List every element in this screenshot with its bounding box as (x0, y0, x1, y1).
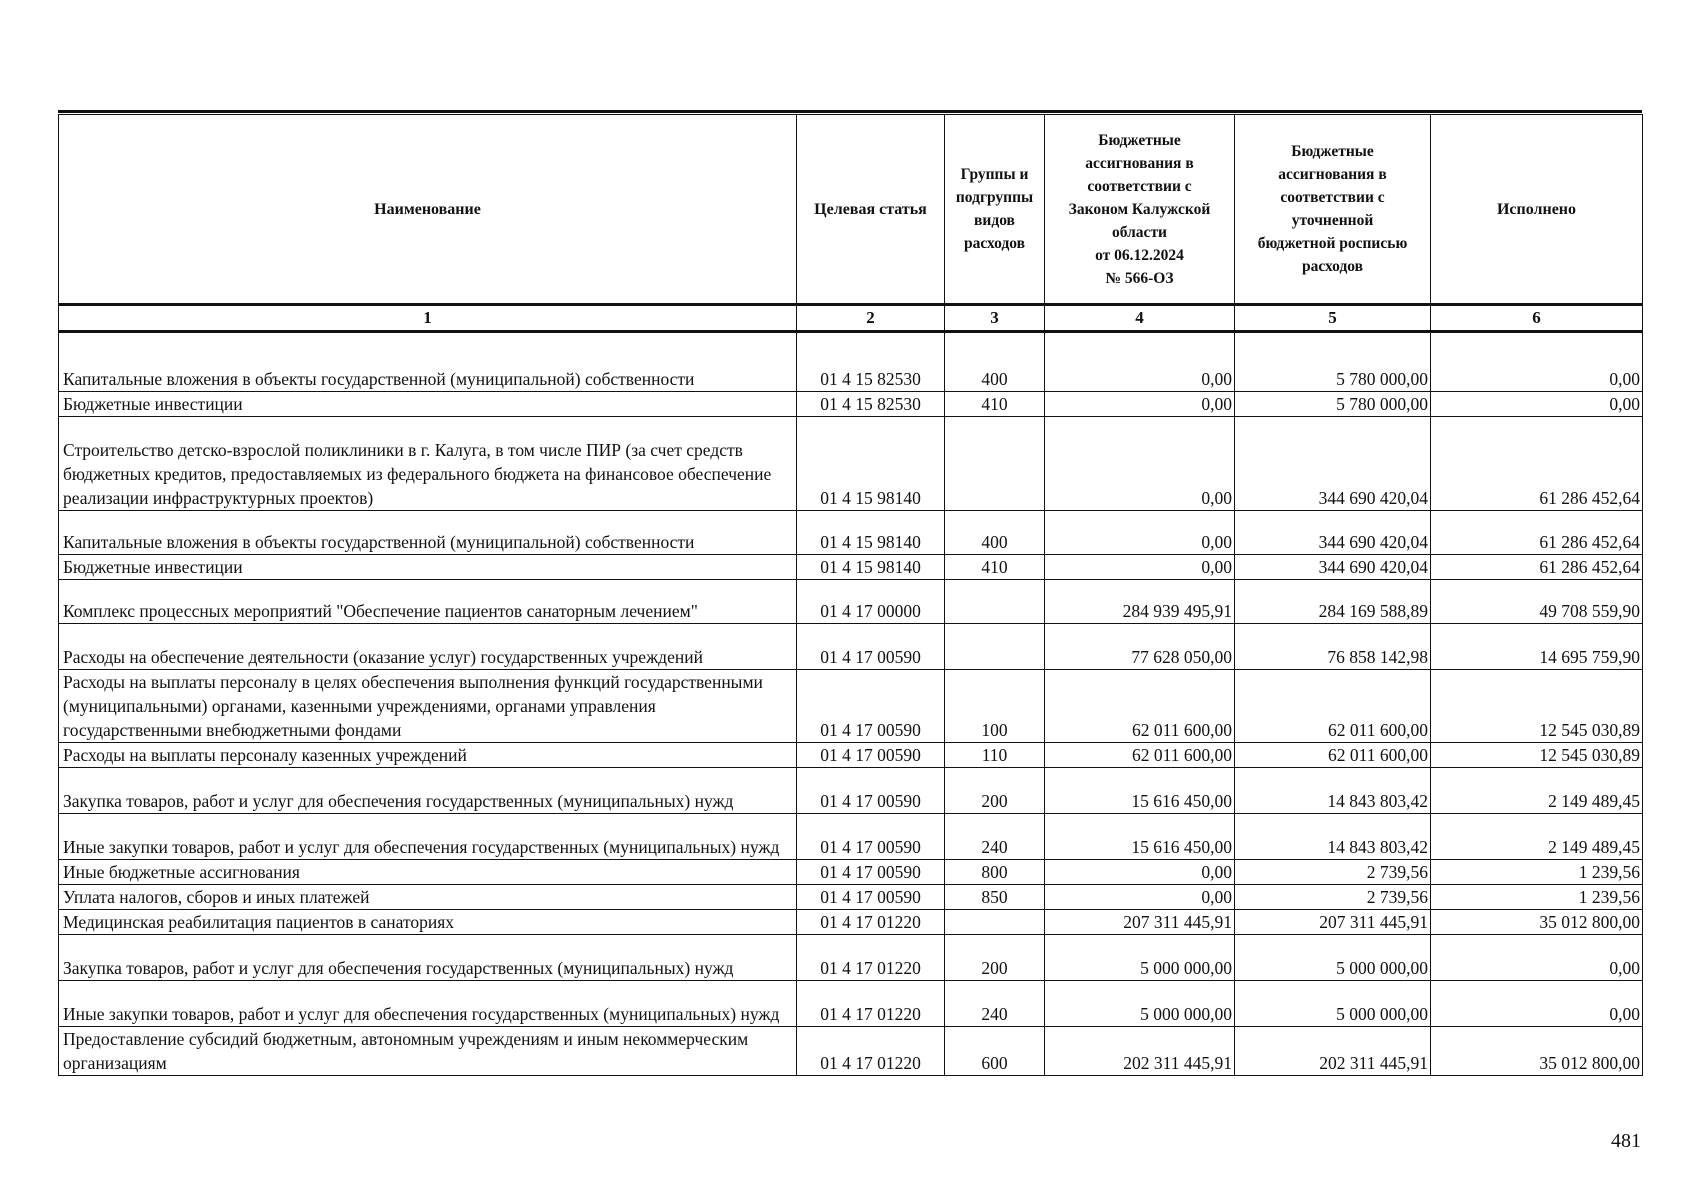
row-target-article: 01 4 15 98140 (797, 416, 945, 510)
row-executed-amount: 0,00 (1431, 980, 1643, 1026)
row-law-amount: 0,00 (1045, 416, 1235, 510)
column-number: 2 (797, 305, 945, 332)
table-top-rule (58, 110, 1642, 113)
row-expense-group: 410 (945, 391, 1045, 416)
row-expense-group (945, 909, 1045, 934)
row-target-article: 01 4 17 00590 (797, 623, 945, 669)
row-target-article: 01 4 17 01220 (797, 980, 945, 1026)
row-target-article: 01 4 17 00590 (797, 813, 945, 859)
row-refined-amount: 76 858 142,98 (1235, 623, 1431, 669)
row-law-amount: 207 311 445,91 (1045, 909, 1235, 934)
row-law-amount: 0,00 (1045, 510, 1235, 554)
row-name: Иные закупки товаров, работ и услуг для обеспечения государственных (муниципальных) нужд (59, 813, 797, 859)
table-row (59, 579, 1643, 623)
table-row (59, 813, 1643, 859)
row-law-amount: 0,00 (1045, 884, 1235, 909)
row-refined-amount: 284 169 588,89 (1235, 579, 1431, 623)
table-header (59, 115, 1643, 332)
row-target-article: 01 4 15 98140 (797, 510, 945, 554)
budget-table-container (58, 114, 1642, 1076)
row-name: Комплекс процессных мероприятий "Обеспечение пациентов санаторным лечением" (59, 579, 797, 623)
table-row (59, 884, 1643, 909)
row-expense-group: 850 (945, 884, 1045, 909)
row-executed-amount: 0,00 (1431, 391, 1643, 416)
row-target-article: 01 4 17 00590 (797, 742, 945, 767)
table-body (59, 332, 1643, 1076)
row-target-article: 01 4 17 00590 (797, 884, 945, 909)
row-expense-group: 240 (945, 813, 1045, 859)
row-law-amount: 5 000 000,00 (1045, 934, 1235, 980)
row-refined-amount: 5 780 000,00 (1235, 391, 1431, 416)
table-row (59, 934, 1643, 980)
row-executed-amount: 0,00 (1431, 934, 1643, 980)
row-name: Предоставление субсидий бюджетным, автономным учреждениям и иным некоммерческим организациям (59, 1026, 797, 1075)
row-target-article: 01 4 15 98140 (797, 554, 945, 579)
table-row (59, 859, 1643, 884)
row-name: Расходы на выплаты персоналу в целях обеспечения выполнения функций государственными (муниципальными) органами, казенными учреждениями, органами управления государственными внебюджетными фондами (59, 669, 797, 742)
row-executed-amount: 61 286 452,64 (1431, 554, 1643, 579)
row-refined-amount: 2 739,56 (1235, 884, 1431, 909)
table-row (59, 742, 1643, 767)
row-name: Капитальные вложения в объекты государственной (муниципальной) собственности (59, 510, 797, 554)
row-refined-amount: 344 690 420,04 (1235, 510, 1431, 554)
table-row (59, 391, 1643, 416)
row-refined-amount: 5 780 000,00 (1235, 347, 1431, 391)
row-law-amount: 284 939 495,91 (1045, 579, 1235, 623)
table-row (59, 510, 1643, 554)
row-name: Уплата налогов, сборов и иных платежей (59, 884, 797, 909)
row-target-article: 01 4 15 82530 (797, 347, 945, 391)
row-name: Закупка товаров, работ и услуг для обеспечения государственных (муниципальных) нужд (59, 767, 797, 813)
row-law-amount: 62 011 600,00 (1045, 742, 1235, 767)
row-executed-amount: 49 708 559,90 (1431, 579, 1643, 623)
row-expense-group: 240 (945, 980, 1045, 1026)
table-row (59, 416, 1643, 510)
row-target-article: 01 4 17 00000 (797, 579, 945, 623)
row-executed-amount: 61 286 452,64 (1431, 416, 1643, 510)
row-expense-group: 400 (945, 510, 1045, 554)
header-name: Наименование (59, 115, 797, 305)
row-executed-amount: 14 695 759,90 (1431, 623, 1643, 669)
row-law-amount: 0,00 (1045, 391, 1235, 416)
column-number: 5 (1235, 305, 1431, 332)
row-target-article: 01 4 17 00590 (797, 669, 945, 742)
table-row (59, 767, 1643, 813)
table-row (59, 347, 1643, 391)
row-target-article: 01 4 17 01220 (797, 909, 945, 934)
column-number: 3 (945, 305, 1045, 332)
table-row (59, 909, 1643, 934)
row-name: Строительство детско-взрослой поликлиники в г. Калуга, в том числе ПИР (за счет средств бюджетных кредитов, предоставляемых из федерального бюджета на финансовое обеспечение реализации инфраструктурных проектов) (59, 416, 797, 510)
row-refined-amount: 14 843 803,42 (1235, 767, 1431, 813)
row-refined-amount: 202 311 445,91 (1235, 1026, 1431, 1075)
row-executed-amount: 35 012 800,00 (1431, 909, 1643, 934)
row-refined-amount: 62 011 600,00 (1235, 669, 1431, 742)
row-executed-amount: 12 545 030,89 (1431, 742, 1643, 767)
row-refined-amount: 2 739,56 (1235, 859, 1431, 884)
table-row (59, 1026, 1643, 1075)
header-target-article: Целевая статья (797, 115, 945, 305)
row-refined-amount: 344 690 420,04 (1235, 554, 1431, 579)
row-expense-group: 410 (945, 554, 1045, 579)
column-number: 4 (1045, 305, 1235, 332)
row-law-amount: 0,00 (1045, 859, 1235, 884)
row-expense-group: 200 (945, 767, 1045, 813)
row-refined-amount: 5 000 000,00 (1235, 980, 1431, 1026)
row-law-amount: 62 011 600,00 (1045, 669, 1235, 742)
header-refined-allocations: Бюджетные ассигнования в соответствии с уточненной бюджетной росписью расходов (1235, 115, 1431, 305)
row-refined-amount: 344 690 420,04 (1235, 416, 1431, 510)
row-executed-amount: 2 149 489,45 (1431, 767, 1643, 813)
row-name: Закупка товаров, работ и услуг для обеспечения государственных (муниципальных) нужд (59, 934, 797, 980)
row-expense-group (945, 623, 1045, 669)
column-number: 6 (1431, 305, 1643, 332)
row-executed-amount: 2 149 489,45 (1431, 813, 1643, 859)
row-name: Расходы на обеспечение деятельности (оказание услуг) государственных учреждений (59, 623, 797, 669)
row-refined-amount: 207 311 445,91 (1235, 909, 1431, 934)
row-law-amount: 0,00 (1045, 347, 1235, 391)
row-executed-amount: 61 286 452,64 (1431, 510, 1643, 554)
row-law-amount: 77 628 050,00 (1045, 623, 1235, 669)
row-executed-amount: 1 239,56 (1431, 884, 1643, 909)
row-target-article: 01 4 17 00590 (797, 767, 945, 813)
row-refined-amount: 14 843 803,42 (1235, 813, 1431, 859)
row-target-article: 01 4 17 00590 (797, 859, 945, 884)
spacer-row (59, 332, 1643, 348)
budget-table (58, 114, 1643, 1076)
table-row (59, 980, 1643, 1026)
row-law-amount: 15 616 450,00 (1045, 813, 1235, 859)
column-number-row (59, 305, 1643, 332)
row-law-amount: 15 616 450,00 (1045, 767, 1235, 813)
table-row (59, 669, 1643, 742)
row-executed-amount: 35 012 800,00 (1431, 1026, 1643, 1075)
header-executed: Исполнено (1431, 115, 1643, 305)
row-expense-group: 600 (945, 1026, 1045, 1075)
table-row (59, 554, 1643, 579)
page-number: 481 (1611, 1130, 1641, 1152)
row-law-amount: 0,00 (1045, 554, 1235, 579)
column-number: 1 (59, 305, 797, 332)
row-expense-group: 100 (945, 669, 1045, 742)
row-target-article: 01 4 17 01220 (797, 1026, 945, 1075)
row-expense-group (945, 416, 1045, 510)
row-expense-group: 200 (945, 934, 1045, 980)
row-expense-group: 400 (945, 347, 1045, 391)
row-expense-group: 800 (945, 859, 1045, 884)
row-name: Расходы на выплаты персоналу казенных учреждений (59, 742, 797, 767)
row-law-amount: 5 000 000,00 (1045, 980, 1235, 1026)
header-expense-groups: Группы и подгруппы видов расходов (945, 115, 1045, 305)
row-name: Медицинская реабилитация пациентов в санаториях (59, 909, 797, 934)
row-name: Капитальные вложения в объекты государственной (муниципальной) собственности (59, 347, 797, 391)
row-executed-amount: 12 545 030,89 (1431, 669, 1643, 742)
row-target-article: 01 4 15 82530 (797, 391, 945, 416)
row-name: Иные закупки товаров, работ и услуг для обеспечения государственных (муниципальных) нужд (59, 980, 797, 1026)
row-expense-group: 110 (945, 742, 1045, 767)
row-refined-amount: 5 000 000,00 (1235, 934, 1431, 980)
row-name: Бюджетные инвестиции (59, 391, 797, 416)
row-name: Бюджетные инвестиции (59, 554, 797, 579)
row-target-article: 01 4 17 01220 (797, 934, 945, 980)
row-refined-amount: 62 011 600,00 (1235, 742, 1431, 767)
table-row (59, 623, 1643, 669)
row-law-amount: 202 311 445,91 (1045, 1026, 1235, 1075)
row-executed-amount: 1 239,56 (1431, 859, 1643, 884)
row-name: Иные бюджетные ассигнования (59, 859, 797, 884)
header-law-allocations: Бюджетные ассигнования в соответствии с Законом Калужской области от 06.12.2024 № 566-ОЗ (1045, 115, 1235, 305)
row-executed-amount: 0,00 (1431, 347, 1643, 391)
row-expense-group (945, 579, 1045, 623)
